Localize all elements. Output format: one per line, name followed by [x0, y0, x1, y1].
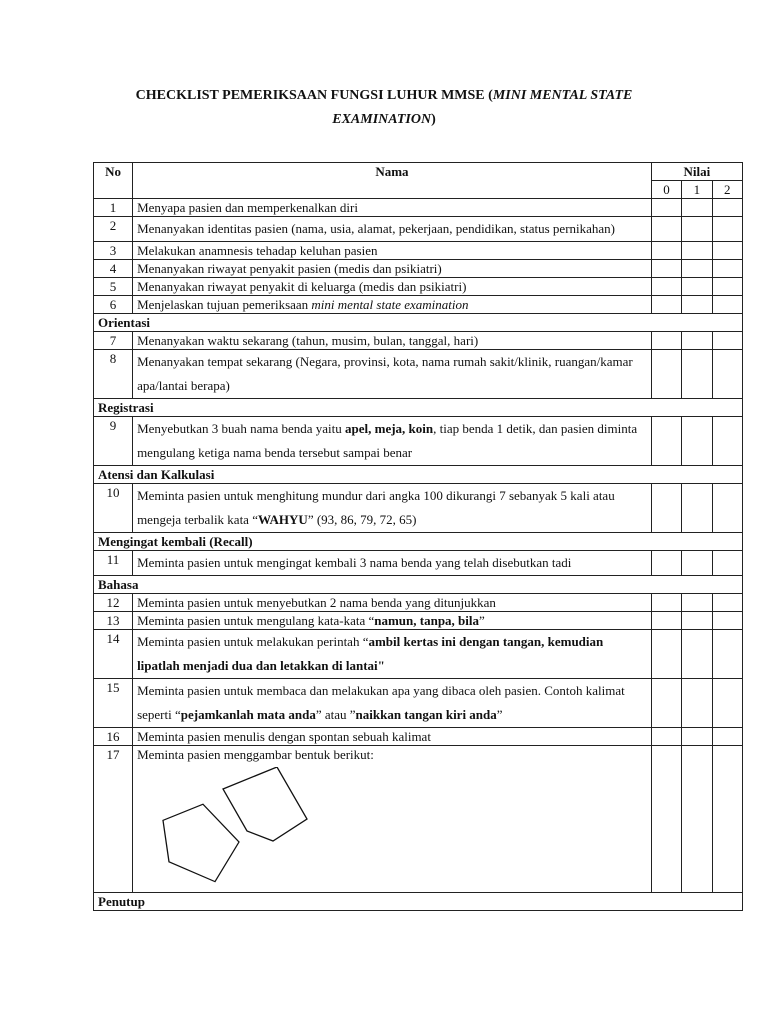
row-no: 7	[94, 332, 133, 350]
score-cell[interactable]	[712, 630, 742, 679]
row-no: 9	[94, 417, 133, 466]
score-cell[interactable]	[712, 746, 742, 893]
row-no: 12	[94, 594, 133, 612]
intersecting-pentagons-icon	[137, 767, 337, 892]
score-cell[interactable]	[682, 296, 712, 314]
score-cell[interactable]	[682, 728, 712, 746]
section-row-registrasi	[94, 399, 743, 417]
row-no: 13	[94, 612, 133, 630]
score-cell[interactable]	[651, 199, 681, 217]
title-suffix: )	[431, 112, 436, 127]
score-cell[interactable]	[682, 484, 712, 533]
score-cell[interactable]	[682, 630, 712, 679]
score-cell[interactable]	[651, 350, 681, 399]
score-cell[interactable]	[682, 350, 712, 399]
row-no: 10	[94, 484, 133, 533]
row-text-part: Meminta pasien untuk melakukan perintah “	[137, 634, 369, 649]
table-row	[94, 199, 743, 217]
score-cell[interactable]	[682, 612, 712, 630]
table-row	[94, 417, 743, 466]
row-text-bold: pejamkanlah mata anda	[180, 707, 316, 722]
table-row	[94, 260, 743, 278]
table-row	[94, 551, 743, 576]
row-text: Melakukan anamnesis tehadap keluhan pasien	[133, 242, 652, 260]
row-text: Menanyakan tempat sekarang (Negara, provinsi, kota, nama rumah sakit/klinik, ruangan/kamar apa/lantai berapa)	[133, 350, 652, 399]
score-cell[interactable]	[682, 332, 712, 350]
score-cell[interactable]	[682, 551, 712, 576]
score-cell[interactable]	[712, 350, 742, 399]
score-cell[interactable]	[682, 199, 712, 217]
score-cell[interactable]	[712, 594, 742, 612]
row-text-bold: WAHYU	[257, 512, 308, 527]
row-text-part: Menjelaskan tujuan pemeriksaan	[137, 297, 312, 312]
table-row	[94, 612, 743, 630]
section-row-recall	[94, 533, 743, 551]
row-text-part: Menyebutkan 3 buah nama benda yaitu	[137, 421, 345, 436]
row-text: Menanyakan identitas pasien (nama, usia, alamat, pekerjaan, pendidikan, status pernikahan)	[133, 217, 652, 242]
row-no: 17	[94, 746, 133, 893]
row-text-part: , tiap benda 1 detik, dan pasien diminta mengulang ketiga nama benda tersebut sampai benar	[137, 421, 638, 460]
section-row-orientasi	[94, 314, 743, 332]
row-no: 1	[94, 199, 133, 217]
checklist-table	[93, 162, 743, 911]
section-row-atensi	[94, 466, 743, 484]
row-no: 11	[94, 551, 133, 576]
header-no: No	[94, 163, 133, 199]
row-text	[133, 417, 652, 466]
row-text-bold: naikkan tangan kiri anda	[355, 707, 497, 722]
row-no: 14	[94, 630, 133, 679]
score-cell[interactable]	[651, 278, 681, 296]
header-nilai: Nilai	[651, 163, 742, 181]
score-cell[interactable]	[682, 746, 712, 893]
row-no: 2	[94, 217, 133, 242]
table-row	[94, 746, 743, 893]
score-cell[interactable]	[712, 242, 742, 260]
row-text: Menyapa pasien dan memperkenalkan diri	[133, 199, 652, 217]
section-row-penutup	[94, 893, 743, 911]
row-text-italic: mini mental state examination	[311, 297, 469, 312]
row-text: Meminta pasien untuk menyebutkan 2 nama benda yang ditunjukkan	[133, 594, 652, 612]
score-cell[interactable]	[651, 679, 681, 728]
score-cell[interactable]	[682, 417, 712, 466]
section-title: Orientasi	[94, 314, 743, 332]
score-cell[interactable]	[651, 484, 681, 533]
table-row	[94, 594, 743, 612]
score-cell[interactable]	[651, 242, 681, 260]
row-text	[133, 296, 652, 314]
header-score-2: 2	[712, 181, 742, 199]
row-text: Menanyakan riwayat penyakit pasien (medis dan psikiatri)	[133, 260, 652, 278]
row-text-part: ”	[479, 613, 485, 628]
row-text-part: Meminta pasien untuk menghitung mundur dari angka 100 dikurangi 7 sebanyak 5 kali atau mengeja terbalik kata “	[137, 488, 615, 527]
row-text-part: ”	[496, 707, 503, 722]
score-cell[interactable]	[651, 260, 681, 278]
score-cell[interactable]	[651, 296, 681, 314]
score-cell[interactable]	[712, 260, 742, 278]
score-cell[interactable]	[651, 728, 681, 746]
score-cell[interactable]	[712, 417, 742, 466]
section-title: Registrasi	[94, 399, 743, 417]
score-cell[interactable]	[712, 484, 742, 533]
header-score-1: 1	[682, 181, 712, 199]
score-cell[interactable]	[651, 612, 681, 630]
score-cell[interactable]	[651, 332, 681, 350]
header-row	[94, 163, 743, 181]
score-cell[interactable]	[651, 417, 681, 466]
table-row	[94, 332, 743, 350]
row-text-bold: apel, meja, koin	[345, 421, 434, 436]
row-text: Menanyakan riwayat penyakit di keluarga (medis dan psikiatri)	[133, 278, 652, 296]
table-row	[94, 350, 743, 399]
score-cell[interactable]	[712, 278, 742, 296]
row-text	[133, 630, 652, 679]
row-text: Menanyakan waktu sekarang (tahun, musim, bulan, tanggal, hari)	[133, 332, 652, 350]
score-cell[interactable]	[712, 728, 742, 746]
section-title: Mengingat kembali (Recall)	[94, 533, 743, 551]
score-cell[interactable]	[712, 199, 742, 217]
score-cell[interactable]	[651, 551, 681, 576]
score-cell[interactable]	[712, 679, 742, 728]
section-title: Bahasa	[94, 576, 743, 594]
score-cell[interactable]	[651, 217, 681, 242]
title-italic-2: EXAMINATION	[332, 112, 432, 127]
row-text	[133, 484, 652, 533]
score-cell[interactable]	[682, 679, 712, 728]
row-no: 3	[94, 242, 133, 260]
score-cell[interactable]	[651, 746, 681, 893]
row-text-part: Meminta pasien untuk mengulang kata-kata “	[137, 613, 375, 628]
row-text-bold: ambil kertas ini dengan tangan, kemudian lipatlah menjadi dua dan letakkan di lantai"	[137, 634, 604, 673]
section-row-bahasa	[94, 576, 743, 594]
table-row	[94, 242, 743, 260]
row-no: 15	[94, 679, 133, 728]
row-text-with-figure	[133, 746, 652, 893]
table-row	[94, 728, 743, 746]
page-title	[95, 84, 673, 132]
row-no: 4	[94, 260, 133, 278]
row-text	[133, 679, 652, 728]
table-row	[94, 278, 743, 296]
score-cell[interactable]	[682, 260, 712, 278]
score-cell[interactable]	[712, 612, 742, 630]
score-cell[interactable]	[712, 296, 742, 314]
score-cell[interactable]	[651, 594, 681, 612]
score-cell[interactable]	[682, 278, 712, 296]
row-text-bold: namun, tanpa, bila	[374, 613, 480, 628]
row-text: Meminta pasien untuk mengingat kembali 3 nama benda yang telah disebutkan tadi	[133, 551, 652, 576]
header-score-0: 0	[651, 181, 681, 199]
row-text: Meminta pasien menulis dengan spontan sebuah kalimat	[133, 728, 652, 746]
section-title: Penutup	[94, 893, 743, 911]
score-cell[interactable]	[682, 594, 712, 612]
table-row	[94, 630, 743, 679]
title-prefix: CHECKLIST PEMERIKSAAN FUNGSI LUHUR MMSE (	[135, 88, 493, 103]
score-cell[interactable]	[651, 630, 681, 679]
row-no: 8	[94, 350, 133, 399]
table-row	[94, 296, 743, 314]
row-no: 5	[94, 278, 133, 296]
section-title: Atensi dan Kalkulasi	[94, 466, 743, 484]
row-text: Meminta pasien menggambar bentuk berikut:	[137, 747, 374, 762]
score-cell[interactable]	[712, 332, 742, 350]
score-cell[interactable]	[712, 217, 742, 242]
row-text-part: Meminta pasien untuk membaca dan melakukan apa yang dibaca oleh pasien. Contoh kalimat seperti “	[137, 683, 625, 722]
table-row	[94, 679, 743, 728]
score-cell[interactable]	[682, 242, 712, 260]
row-text-part: ” (93, 86, 79, 72, 65)	[307, 512, 417, 527]
table-row	[94, 217, 743, 242]
header-nama: Nama	[133, 163, 652, 199]
score-cell[interactable]	[682, 217, 712, 242]
title-italic-1: MINI MENTAL STATE	[492, 88, 633, 103]
row-no: 16	[94, 728, 133, 746]
score-cell[interactable]	[712, 551, 742, 576]
row-text-part: ” atau ”	[315, 707, 356, 722]
row-text	[133, 612, 652, 630]
table-row	[94, 484, 743, 533]
row-no: 6	[94, 296, 133, 314]
